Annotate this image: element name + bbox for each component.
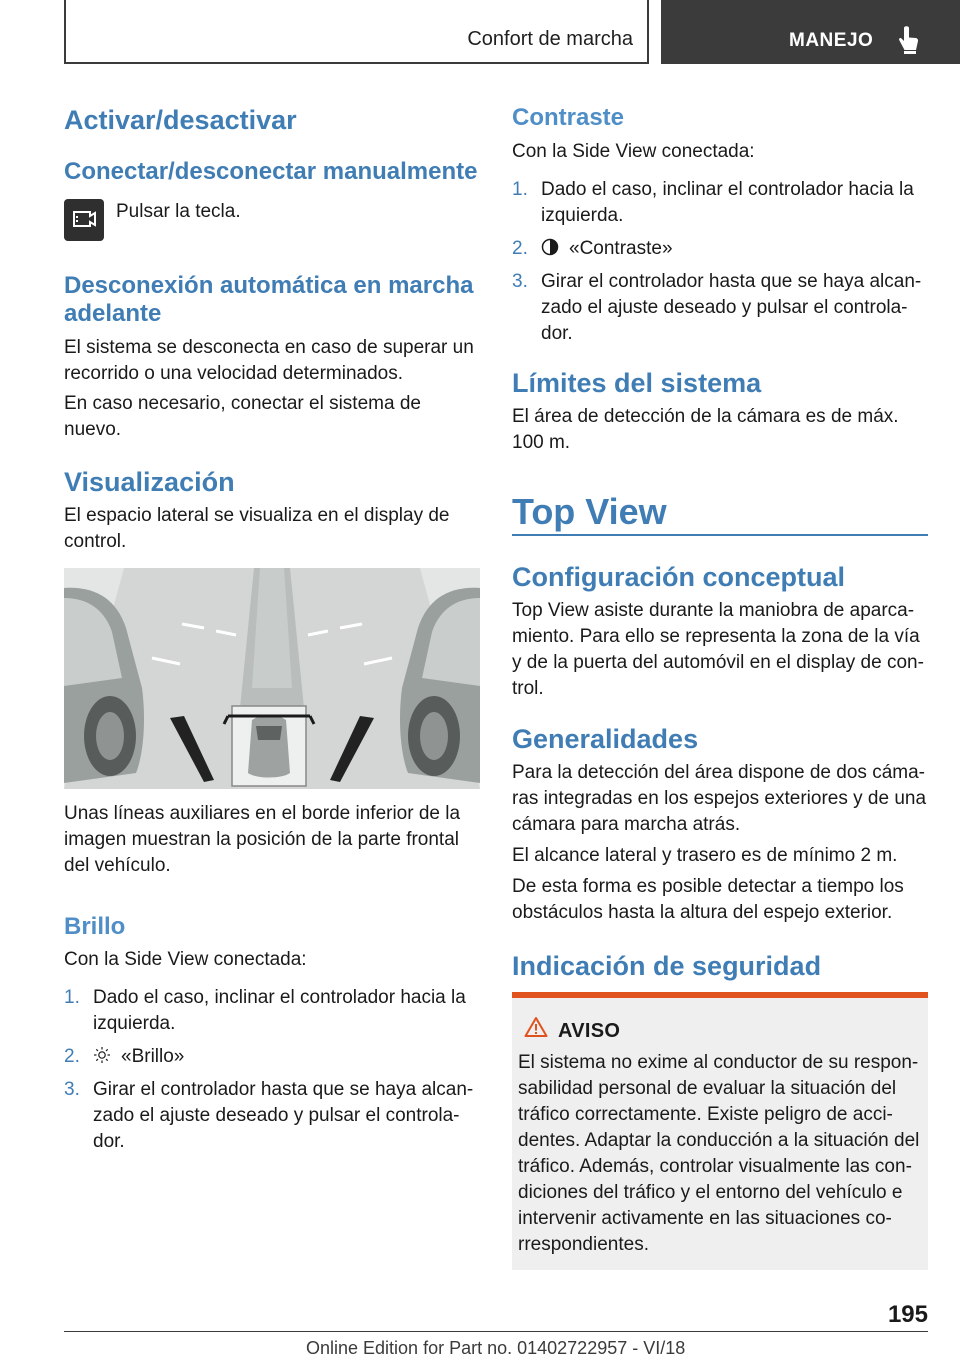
heading-topview: Top View	[512, 491, 667, 532]
running-header-box	[64, 0, 649, 64]
list-item: 3. Girar el controlador hasta que se haya alcan‐ zado el ajuste deseado y pulsar el controla‐ dor.	[512, 271, 922, 344]
auto-paragraph-2: En caso necesario, conectar el sistema de nuevo.	[64, 393, 421, 440]
auto-paragraph-1: El sistema se desconecta en caso de superar un recorrido o una velocidad determinados.	[64, 337, 474, 384]
list-item: 1. Dado el caso, inclinar el controlador hacia la izquierda.	[64, 987, 466, 1034]
visual-paragraph: El espacio lateral se visualiza en el display de control.	[64, 505, 450, 552]
list-item: 2. «Contraste»	[512, 238, 673, 259]
general-paragraph-2: El alcance lateral y trasero es de mínimo 2 m.	[512, 845, 898, 866]
limites-paragraph: El área de detección de la cámara es de máx. 100 m.	[512, 406, 899, 453]
side-view-display-figure	[64, 568, 480, 789]
hand-pointer-icon	[895, 26, 921, 54]
list-item: 2. «Brillo»	[64, 1046, 185, 1067]
warning-box	[512, 992, 928, 1270]
heading-visual: Visualización	[64, 467, 235, 497]
running-header-section: Confort de marcha	[467, 28, 633, 50]
chapter-label: MANEJO	[789, 30, 874, 51]
heading-seguridad: Indicación de seguridad	[512, 951, 822, 981]
list-item: 1. Dado el caso, inclinar el controlador hacia la izquierda.	[512, 179, 914, 226]
heading-auto: Desconexión automática en marcha adelante	[64, 272, 474, 327]
heading-config: Configuración conceptual	[512, 562, 846, 592]
footer-rule	[64, 1331, 928, 1332]
warning-title: AVISO	[558, 1020, 621, 1042]
brillo-intro: Con la Side View conectada:	[64, 949, 307, 970]
general-paragraph-1: Para la detección del área dispone de dos cáma‐ ras integradas en los espejos exteriores y de una cámara para marcha atrás.	[512, 762, 927, 835]
config-paragraph: Top View asiste durante la maniobra de aparca‐ miento. Para ello se representa la zona de la vía y de la puerta del automóvil en el display de con‐ trol.	[512, 600, 924, 699]
page-number: 195	[887, 1301, 928, 1328]
heading-manual: Conectar/desconectar manualmente	[64, 158, 478, 185]
contrast-icon	[541, 238, 559, 256]
general-paragraph-3: De esta forma es posible detectar a tiempo los obstáculos hasta la altura del espejo exterior.	[512, 876, 904, 923]
section-rule	[512, 534, 928, 536]
heading-contraste: Contraste	[512, 104, 625, 131]
side-view-key-icon	[64, 199, 104, 241]
warning-triangle-icon	[524, 1016, 548, 1038]
brightness-icon	[93, 1046, 111, 1064]
warning-text: El sistema no exime al conductor de su respon‐ sabilidad personal de evaluar la situación del tráfico correctamente. Existe peligro de acci‐ dentes. Adaptar la conducción a la situación del tráfico. Además, controlar visualmente las con‐ diciones del tráfico y el entorno del vehículo e intervenir activamente en las situaciones co‐ rrespondientes.	[518, 1052, 920, 1255]
chapter-tab	[661, 0, 960, 64]
manual-text: Pulsar la tecla.	[116, 201, 241, 222]
list-item: 3. Girar el controlador hasta que se haya alcan‐ zado el ajuste deseado y pulsar el controla‐ dor.	[64, 1079, 474, 1152]
brillo-steps	[64, 985, 482, 1162]
heading-activar: Activar/desactivar	[64, 105, 297, 135]
heading-brillo: Brillo	[64, 913, 126, 940]
heading-general: Generalidades	[512, 724, 699, 754]
contraste-steps	[512, 177, 928, 354]
figure-caption: Unas líneas auxiliares en el borde inferior de la imagen muestran la posición de la parte frontal del vehículo.	[64, 803, 461, 876]
heading-limites: Límites del sistema	[512, 368, 762, 398]
contraste-intro: Con la Side View conectada:	[512, 141, 755, 162]
warning-bar	[512, 992, 928, 998]
footer-edition: Online Edition for Part no. 01402722957 - VI/18	[306, 1338, 686, 1358]
